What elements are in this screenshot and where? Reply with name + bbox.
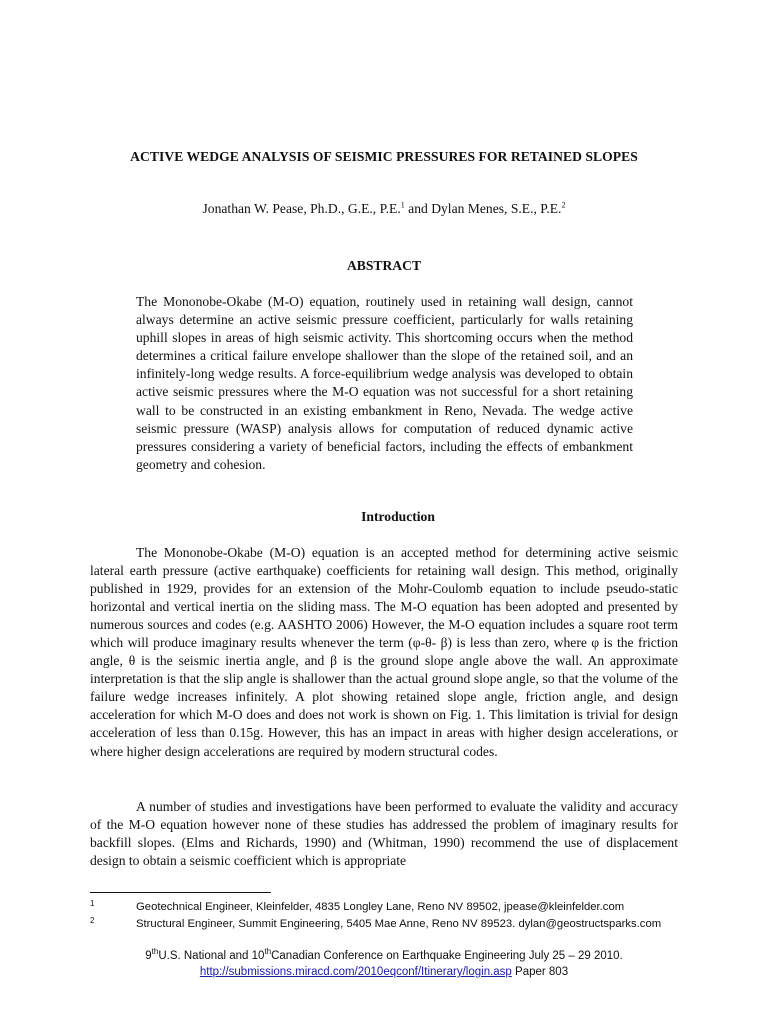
footnote-1-text: Geotechnical Engineer, Kleinfelder, 4835 Longley Lane, Reno NV 89502, jpease@kleinfelder.com (136, 901, 625, 913)
paper-number: Paper 803 (515, 966, 569, 978)
footer-ordinal-1: 9 (145, 950, 152, 962)
author-1-footnote-mark: 1 (400, 200, 405, 210)
footnote-divider (90, 892, 271, 893)
footer-ordinal-1-suffix: th (151, 947, 159, 957)
footnote-2-text: Structural Engineer, Summit Engineering, 5405 Mae Anne, Reno NV 89523. dylan@geostructsparks.com (136, 918, 662, 930)
conference-line (0, 948, 768, 964)
abstract-text: The Mononobe-Okabe (M-O) equation, routinely used in retaining wall design, cannot always determine an active seismic pressure coefficient, particularly for walls retaining uphill slopes in areas of high seismic activity. This shortcoming occurs when the method determines a critical failure envelope shallower than the slope of the retained soil, and an infinitely-long wedge results. A force-equilibrium wedge analysis was developed to obtain active seismic pressures where the M-O equation was not successful for a short retaining wall to be constructed in an existing embankment in Reno, Nevada. The wedge active seismic pressure (WASP) analysis allows for computation of reduced dynamic active pressures considering a variety of beneficial factors, including the effects of embankment geometry and cohesion. (136, 294, 633, 472)
paper-title: ACTIVE WEDGE ANALYSIS OF SEISMIC PRESSURES FOR RETAINED SLOPES (130, 149, 638, 164)
author-line (0, 201, 768, 217)
submission-link[interactable]: http://submissions.miracd.com/2010eqconf/Itinerary/login.asp (199, 966, 512, 978)
introduction-heading: Introduction (361, 509, 435, 524)
footnote-2-number: 2 (90, 916, 95, 925)
footer-conference-rest: Canadian Conference on Earthquake Engineering July 25 – 29 2010. (271, 950, 623, 962)
author-2: and Dylan Menes, S.E., P.E. (404, 201, 562, 216)
footer-ordinal-2-suffix: th (264, 947, 272, 957)
introduction-paragraph-2: A number of studies and investigations have been performed to evaluate the validity and accuracy of the M-O equation however none of these studies has addressed the problem of imaginary results for backfill slopes. (Elms and Richards, 1990) and (Whitman, 1990) recommend the use of displacement design to obtain a seismic coefficient which is appropriate (90, 799, 678, 869)
abstract-heading: ABSTRACT (346, 258, 422, 273)
author-2-footnote-mark: 2 (561, 200, 566, 210)
conference-footer (0, 948, 768, 980)
footnote-1-number: 1 (90, 899, 95, 908)
footer-conference-part: U.S. National and 10 (158, 950, 265, 962)
footer-link-line (0, 964, 768, 980)
author-1: Jonathan W. Pease, Ph.D., G.E., P.E. (202, 201, 401, 216)
introduction-paragraph-1: The Mononobe-Okabe (M-O) equation is an accepted method for determining active seismic lateral earth pressure (active earthquake) coefficients for retaining wall design. This method, originally published in 1929, provides for an extension of the Mohr-Coulomb equation to include pseudo-static horizontal and vertical inertia on the sliding mass. The M-O equation has been adopted and presented by numerous sources and codes (e.g. AASHTO 2006) However, the M-O equation includes a square root term which will produce imaginary results whenever the term (φ-θ- β) is less than zero, where φ is the friction angle, θ is the seismic inertia angle, and β is the ground slope angle above the wall. An approximate interpretation is that the slip angle is shallower than the actual ground slope angle, so that the volume of the failure wedge increases infinitely. A plot showing retained slope angle, friction angle, and design acceleration for which M-O does and does not work is shown on Fig. 1. This limitation is trivial for design acceleration of less than 0.15g. However, this has an impact in areas with higher design accelerations, or where higher design accelerations are required by modern structural codes. (90, 545, 678, 759)
